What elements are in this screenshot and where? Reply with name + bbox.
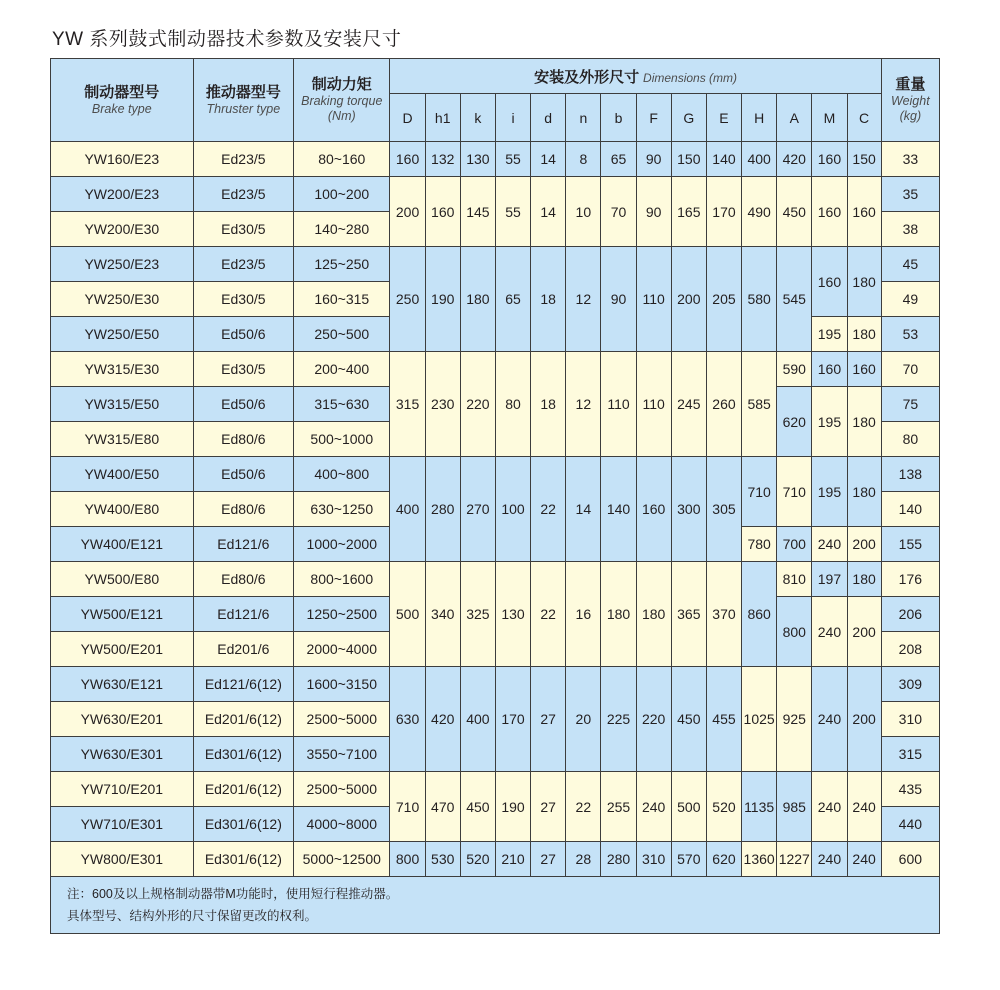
thruster-type-cell: Ed201/6 — [193, 632, 293, 667]
dim-cell-h: 780 — [742, 527, 777, 562]
dim-cell-g: 200 — [671, 247, 706, 352]
dim-cell-c: 180 — [847, 457, 881, 527]
note-line: 具体型号、结构外形的尺寸保留更改的权利。 — [67, 909, 318, 923]
page-title: YW 系列鼓式制动器技术参数及安装尺寸 — [52, 29, 402, 50]
header-dim-b: b — [601, 94, 636, 142]
dim-cell-i: 210 — [495, 842, 530, 877]
weight-cell: 309 — [881, 667, 939, 702]
table-row — [51, 562, 940, 597]
dim-cell-k: 130 — [460, 142, 495, 177]
header-thruster-cn: 推动器型号 — [205, 83, 281, 101]
brake-type-cell: YW500/E201 — [51, 632, 194, 667]
header-brake-cn: 制动器型号 — [84, 83, 160, 101]
dim-cell-d: 160 — [390, 142, 425, 177]
dim-cell-c: 180 — [847, 562, 881, 597]
dim-cell-c: 150 — [847, 142, 881, 177]
dim-cell-g: 165 — [671, 177, 706, 247]
weight-cell: 33 — [881, 142, 939, 177]
torque-cell: 250~500 — [294, 317, 390, 352]
dim-cell-m: 195 — [812, 457, 847, 527]
dim-cell-f: 90 — [636, 142, 671, 177]
dim-cell-d: 500 — [390, 562, 425, 667]
thruster-type-cell: Ed301/6(12) — [193, 842, 293, 877]
brake-type-cell: YW250/E30 — [51, 282, 194, 317]
dim-cell-h1: 420 — [425, 667, 460, 772]
table-row — [51, 352, 940, 387]
brake-type-cell: YW710/E201 — [51, 772, 194, 807]
dim-cell-m: 160 — [812, 142, 847, 177]
header-dim-k: k — [460, 94, 495, 142]
dim-cell-h: 1025 — [742, 667, 777, 772]
dim-cell-m: 240 — [812, 667, 847, 772]
dim-cell-i: 190 — [495, 772, 530, 842]
dim-cell-i: 170 — [495, 667, 530, 772]
dim-cell-e: 370 — [706, 562, 741, 667]
weight-cell: 49 — [881, 282, 939, 317]
dim-cell-f: 240 — [636, 772, 671, 842]
dim-cell-k: 325 — [460, 562, 495, 667]
header-torque-unit: (Nm) — [327, 109, 356, 123]
thruster-type-cell: Ed121/6 — [193, 527, 293, 562]
torque-cell: 125~250 — [294, 247, 390, 282]
dim-cell-b: 70 — [601, 177, 636, 247]
brake-type-cell: YW500/E80 — [51, 562, 194, 597]
dim-cell-g: 570 — [671, 842, 706, 877]
dim-cell-f: 160 — [636, 457, 671, 562]
dim-cell-e: 140 — [706, 142, 741, 177]
thruster-type-cell: Ed80/6 — [193, 422, 293, 457]
dim-cell-m: 160 — [812, 177, 847, 247]
brake-type-cell: YW315/E30 — [51, 352, 194, 387]
dim-cell-i: 100 — [495, 457, 530, 562]
table-row — [51, 842, 940, 877]
dim-cell-d: 250 — [390, 247, 425, 352]
dim-cell-c: 180 — [847, 247, 881, 317]
dim-cell-c: 240 — [847, 772, 881, 842]
dim-cell-h1: 340 — [425, 562, 460, 667]
dim-cell-g: 450 — [671, 667, 706, 772]
dim-cell-k: 450 — [460, 772, 495, 842]
weight-cell: 206 — [881, 597, 939, 632]
brake-type-cell: YW630/E201 — [51, 702, 194, 737]
dim-cell-n: 12 — [566, 247, 601, 352]
brake-type-cell: YW630/E121 — [51, 667, 194, 702]
header-brake-type — [51, 59, 194, 142]
header-torque — [294, 59, 390, 142]
dim-cell-b: 90 — [601, 247, 636, 352]
header-dimensions-en: Dimensions (mm) — [643, 70, 738, 85]
torque-cell: 140~280 — [294, 212, 390, 247]
dim-cell-d: 200 — [390, 177, 425, 247]
dim-cell-h1: 132 — [425, 142, 460, 177]
dim-cell-k: 180 — [460, 247, 495, 352]
header-dim-m: M — [812, 94, 847, 142]
brake-type-cell: YW200/E30 — [51, 212, 194, 247]
weight-cell: 440 — [881, 807, 939, 842]
torque-cell: 4000~8000 — [294, 807, 390, 842]
dim-cell-e: 170 — [706, 177, 741, 247]
header-dim-h1: h1 — [425, 94, 460, 142]
dim-cell-d: 27 — [531, 667, 566, 772]
weight-cell: 138 — [881, 457, 939, 492]
dim-cell-k: 270 — [460, 457, 495, 562]
dim-cell-d: 400 — [390, 457, 425, 562]
dim-cell-d: 22 — [531, 562, 566, 667]
dim-cell-k: 220 — [460, 352, 495, 457]
table-row — [51, 457, 940, 492]
dim-cell-n: 16 — [566, 562, 601, 667]
dim-cell-n: 28 — [566, 842, 601, 877]
dim-cell-b: 255 — [601, 772, 636, 842]
header-thruster-type — [193, 59, 293, 142]
dim-cell-e: 205 — [706, 247, 741, 352]
table-row — [51, 142, 940, 177]
dim-cell-b: 110 — [601, 352, 636, 457]
dim-cell-h: 585 — [742, 352, 777, 457]
thruster-type-cell: Ed80/6 — [193, 562, 293, 597]
header-dim-e: E — [706, 94, 741, 142]
dim-cell-a: 800 — [777, 597, 812, 667]
dim-cell-d: 27 — [531, 772, 566, 842]
header-dim-d: D — [390, 94, 425, 142]
dim-cell-c: 200 — [847, 597, 881, 667]
note-line: 注：600及以上规格制动器带M功能时，使用短行程推动器。 — [67, 887, 399, 901]
header-dim-d: d — [531, 94, 566, 142]
weight-cell: 80 — [881, 422, 939, 457]
header-weight-cn: 重量 — [895, 76, 926, 93]
weight-cell: 140 — [881, 492, 939, 527]
dim-cell-m: 240 — [812, 772, 847, 842]
header-dim-i: i — [495, 94, 530, 142]
dim-cell-a: 1227 — [777, 842, 812, 877]
dim-cell-h: 490 — [742, 177, 777, 247]
dim-cell-d: 800 — [390, 842, 425, 877]
table-row — [51, 177, 940, 212]
thruster-type-cell: Ed50/6 — [193, 387, 293, 422]
brake-type-cell: YW800/E301 — [51, 842, 194, 877]
brake-type-cell: YW400/E80 — [51, 492, 194, 527]
dim-cell-m: 160 — [812, 352, 847, 387]
table-row — [51, 247, 940, 282]
dim-cell-a: 700 — [777, 527, 812, 562]
dim-cell-c: 180 — [847, 317, 881, 352]
dim-cell-f: 220 — [636, 667, 671, 772]
dim-cell-i: 65 — [495, 247, 530, 352]
dim-cell-d: 18 — [531, 247, 566, 352]
weight-cell: 435 — [881, 772, 939, 807]
dim-cell-c: 200 — [847, 667, 881, 772]
dim-cell-a: 620 — [777, 387, 812, 457]
weight-cell: 53 — [881, 317, 939, 352]
header-torque-en: Braking torque — [301, 94, 383, 108]
header-dimensions — [390, 59, 881, 94]
thruster-type-cell: Ed121/6 — [193, 597, 293, 632]
dim-cell-f: 310 — [636, 842, 671, 877]
dim-cell-m: 197 — [812, 562, 847, 597]
torque-cell: 1600~3150 — [294, 667, 390, 702]
dim-cell-b: 280 — [601, 842, 636, 877]
dim-cell-n: 12 — [566, 352, 601, 457]
dim-cell-g: 500 — [671, 772, 706, 842]
dim-cell-a: 590 — [777, 352, 812, 387]
dim-cell-f: 110 — [636, 352, 671, 457]
weight-cell: 600 — [881, 842, 939, 877]
dim-cell-h1: 160 — [425, 177, 460, 247]
weight-cell: 208 — [881, 632, 939, 667]
dim-cell-c: 240 — [847, 842, 881, 877]
dim-cell-k: 520 — [460, 842, 495, 877]
dim-cell-e: 520 — [706, 772, 741, 842]
thruster-type-cell: Ed30/5 — [193, 282, 293, 317]
dim-cell-a: 545 — [777, 247, 812, 352]
weight-cell: 310 — [881, 702, 939, 737]
dim-cell-d: 22 — [531, 457, 566, 562]
torque-cell: 400~800 — [294, 457, 390, 492]
weight-cell: 75 — [881, 387, 939, 422]
dim-cell-m: 240 — [812, 527, 847, 562]
torque-cell: 2500~5000 — [294, 702, 390, 737]
dim-cell-h: 860 — [742, 562, 777, 667]
thruster-type-cell: Ed301/6(12) — [193, 737, 293, 772]
header-dim-f: F — [636, 94, 671, 142]
thruster-type-cell: Ed80/6 — [193, 492, 293, 527]
thruster-type-cell: Ed201/6(12) — [193, 702, 293, 737]
dim-cell-i: 130 — [495, 562, 530, 667]
torque-cell: 160~315 — [294, 282, 390, 317]
brake-type-cell: YW710/E301 — [51, 807, 194, 842]
spec-table — [50, 58, 940, 934]
dim-cell-m: 195 — [812, 317, 847, 352]
weight-cell: 45 — [881, 247, 939, 282]
dim-cell-f: 180 — [636, 562, 671, 667]
torque-cell: 2000~4000 — [294, 632, 390, 667]
torque-cell: 800~1600 — [294, 562, 390, 597]
weight-cell: 315 — [881, 737, 939, 772]
brake-type-cell: YW250/E23 — [51, 247, 194, 282]
dim-cell-h1: 230 — [425, 352, 460, 457]
brake-type-cell: YW400/E50 — [51, 457, 194, 492]
dim-cell-b: 180 — [601, 562, 636, 667]
brake-type-cell: YW315/E50 — [51, 387, 194, 422]
header-weight-en: Weight — [891, 94, 930, 108]
table-row — [51, 667, 940, 702]
torque-cell: 80~160 — [294, 142, 390, 177]
torque-cell: 1250~2500 — [294, 597, 390, 632]
dim-cell-n: 14 — [566, 457, 601, 562]
brake-type-cell: YW400/E121 — [51, 527, 194, 562]
thruster-type-cell: Ed301/6(12) — [193, 807, 293, 842]
header-dim-a: A — [777, 94, 812, 142]
dim-cell-h: 710 — [742, 457, 777, 527]
torque-cell: 315~630 — [294, 387, 390, 422]
dim-cell-c: 160 — [847, 352, 881, 387]
dim-cell-i: 55 — [495, 177, 530, 247]
dim-cell-g: 365 — [671, 562, 706, 667]
dim-cell-h1: 530 — [425, 842, 460, 877]
brake-type-cell: YW250/E50 — [51, 317, 194, 352]
dim-cell-a: 710 — [777, 457, 812, 527]
dim-cell-e: 260 — [706, 352, 741, 457]
dim-cell-a: 985 — [777, 772, 812, 842]
dim-cell-h: 400 — [742, 142, 777, 177]
torque-cell: 500~1000 — [294, 422, 390, 457]
dim-cell-g: 300 — [671, 457, 706, 562]
torque-cell: 100~200 — [294, 177, 390, 212]
thruster-type-cell: Ed30/5 — [193, 212, 293, 247]
dim-cell-a: 420 — [777, 142, 812, 177]
dim-cell-n: 20 — [566, 667, 601, 772]
dim-cell-i: 55 — [495, 142, 530, 177]
dim-cell-k: 145 — [460, 177, 495, 247]
dim-cell-c: 180 — [847, 387, 881, 457]
dim-cell-i: 80 — [495, 352, 530, 457]
brake-type-cell: YW315/E80 — [51, 422, 194, 457]
weight-cell: 155 — [881, 527, 939, 562]
thruster-type-cell: Ed23/5 — [193, 177, 293, 212]
dim-cell-c: 160 — [847, 177, 881, 247]
dim-cell-h1: 470 — [425, 772, 460, 842]
dim-cell-d: 14 — [531, 177, 566, 247]
header-dim-c: C — [847, 94, 881, 142]
weight-cell: 35 — [881, 177, 939, 212]
dim-cell-h: 1135 — [742, 772, 777, 842]
brake-type-cell: YW500/E121 — [51, 597, 194, 632]
dim-cell-n: 8 — [566, 142, 601, 177]
weight-cell: 176 — [881, 562, 939, 597]
thruster-type-cell: Ed30/5 — [193, 352, 293, 387]
dim-cell-h1: 190 — [425, 247, 460, 352]
thruster-type-cell: Ed23/5 — [193, 247, 293, 282]
brake-type-cell: YW200/E23 — [51, 177, 194, 212]
torque-cell: 630~1250 — [294, 492, 390, 527]
weight-cell: 38 — [881, 212, 939, 247]
dim-cell-e: 305 — [706, 457, 741, 562]
torque-cell: 1000~2000 — [294, 527, 390, 562]
dim-cell-d: 18 — [531, 352, 566, 457]
table-row — [51, 772, 940, 807]
header-weight — [881, 59, 939, 142]
thruster-type-cell: Ed121/6(12) — [193, 667, 293, 702]
dim-cell-d: 315 — [390, 352, 425, 457]
dim-cell-m: 160 — [812, 247, 847, 317]
brake-type-cell: YW630/E301 — [51, 737, 194, 772]
dim-cell-d: 630 — [390, 667, 425, 772]
dim-cell-d: 27 — [531, 842, 566, 877]
dim-cell-d: 14 — [531, 142, 566, 177]
weight-cell: 70 — [881, 352, 939, 387]
dim-cell-e: 455 — [706, 667, 741, 772]
thruster-type-cell: Ed23/5 — [193, 142, 293, 177]
notes — [51, 877, 940, 934]
thruster-type-cell: Ed50/6 — [193, 457, 293, 492]
header-torque-cn: 制动力矩 — [311, 76, 372, 93]
header-dim-h: H — [742, 94, 777, 142]
dim-cell-f: 110 — [636, 247, 671, 352]
dim-cell-m: 195 — [812, 387, 847, 457]
dim-cell-n: 22 — [566, 772, 601, 842]
dim-cell-n: 10 — [566, 177, 601, 247]
dim-cell-e: 620 — [706, 842, 741, 877]
dim-cell-b: 225 — [601, 667, 636, 772]
dim-cell-h: 1360 — [742, 842, 777, 877]
dim-cell-g: 245 — [671, 352, 706, 457]
dim-cell-k: 400 — [460, 667, 495, 772]
dim-cell-c: 200 — [847, 527, 881, 562]
dim-cell-a: 450 — [777, 177, 812, 247]
header-dim-n: n — [566, 94, 601, 142]
dim-cell-a: 925 — [777, 667, 812, 772]
header-brake-en: Brake type — [91, 101, 152, 116]
header-thruster-en: Thruster type — [206, 101, 281, 116]
dim-cell-a: 810 — [777, 562, 812, 597]
dim-cell-h1: 280 — [425, 457, 460, 562]
header-dim-g: G — [671, 94, 706, 142]
torque-cell: 5000~12500 — [294, 842, 390, 877]
header-dimensions-cn: 安装及外形尺寸 — [534, 68, 640, 86]
dim-cell-m: 240 — [812, 597, 847, 667]
torque-cell: 200~400 — [294, 352, 390, 387]
dim-cell-h: 580 — [742, 247, 777, 352]
torque-cell: 3550~7100 — [294, 737, 390, 772]
thruster-type-cell: Ed50/6 — [193, 317, 293, 352]
brake-type-cell: YW160/E23 — [51, 142, 194, 177]
dim-cell-f: 90 — [636, 177, 671, 247]
torque-cell: 2500~5000 — [294, 772, 390, 807]
dim-cell-b: 140 — [601, 457, 636, 562]
dim-cell-b: 65 — [601, 142, 636, 177]
header-weight-unit: (kg) — [899, 109, 922, 123]
thruster-type-cell: Ed201/6(12) — [193, 772, 293, 807]
dim-cell-g: 150 — [671, 142, 706, 177]
dim-cell-d: 710 — [390, 772, 425, 842]
dim-cell-m: 240 — [812, 842, 847, 877]
